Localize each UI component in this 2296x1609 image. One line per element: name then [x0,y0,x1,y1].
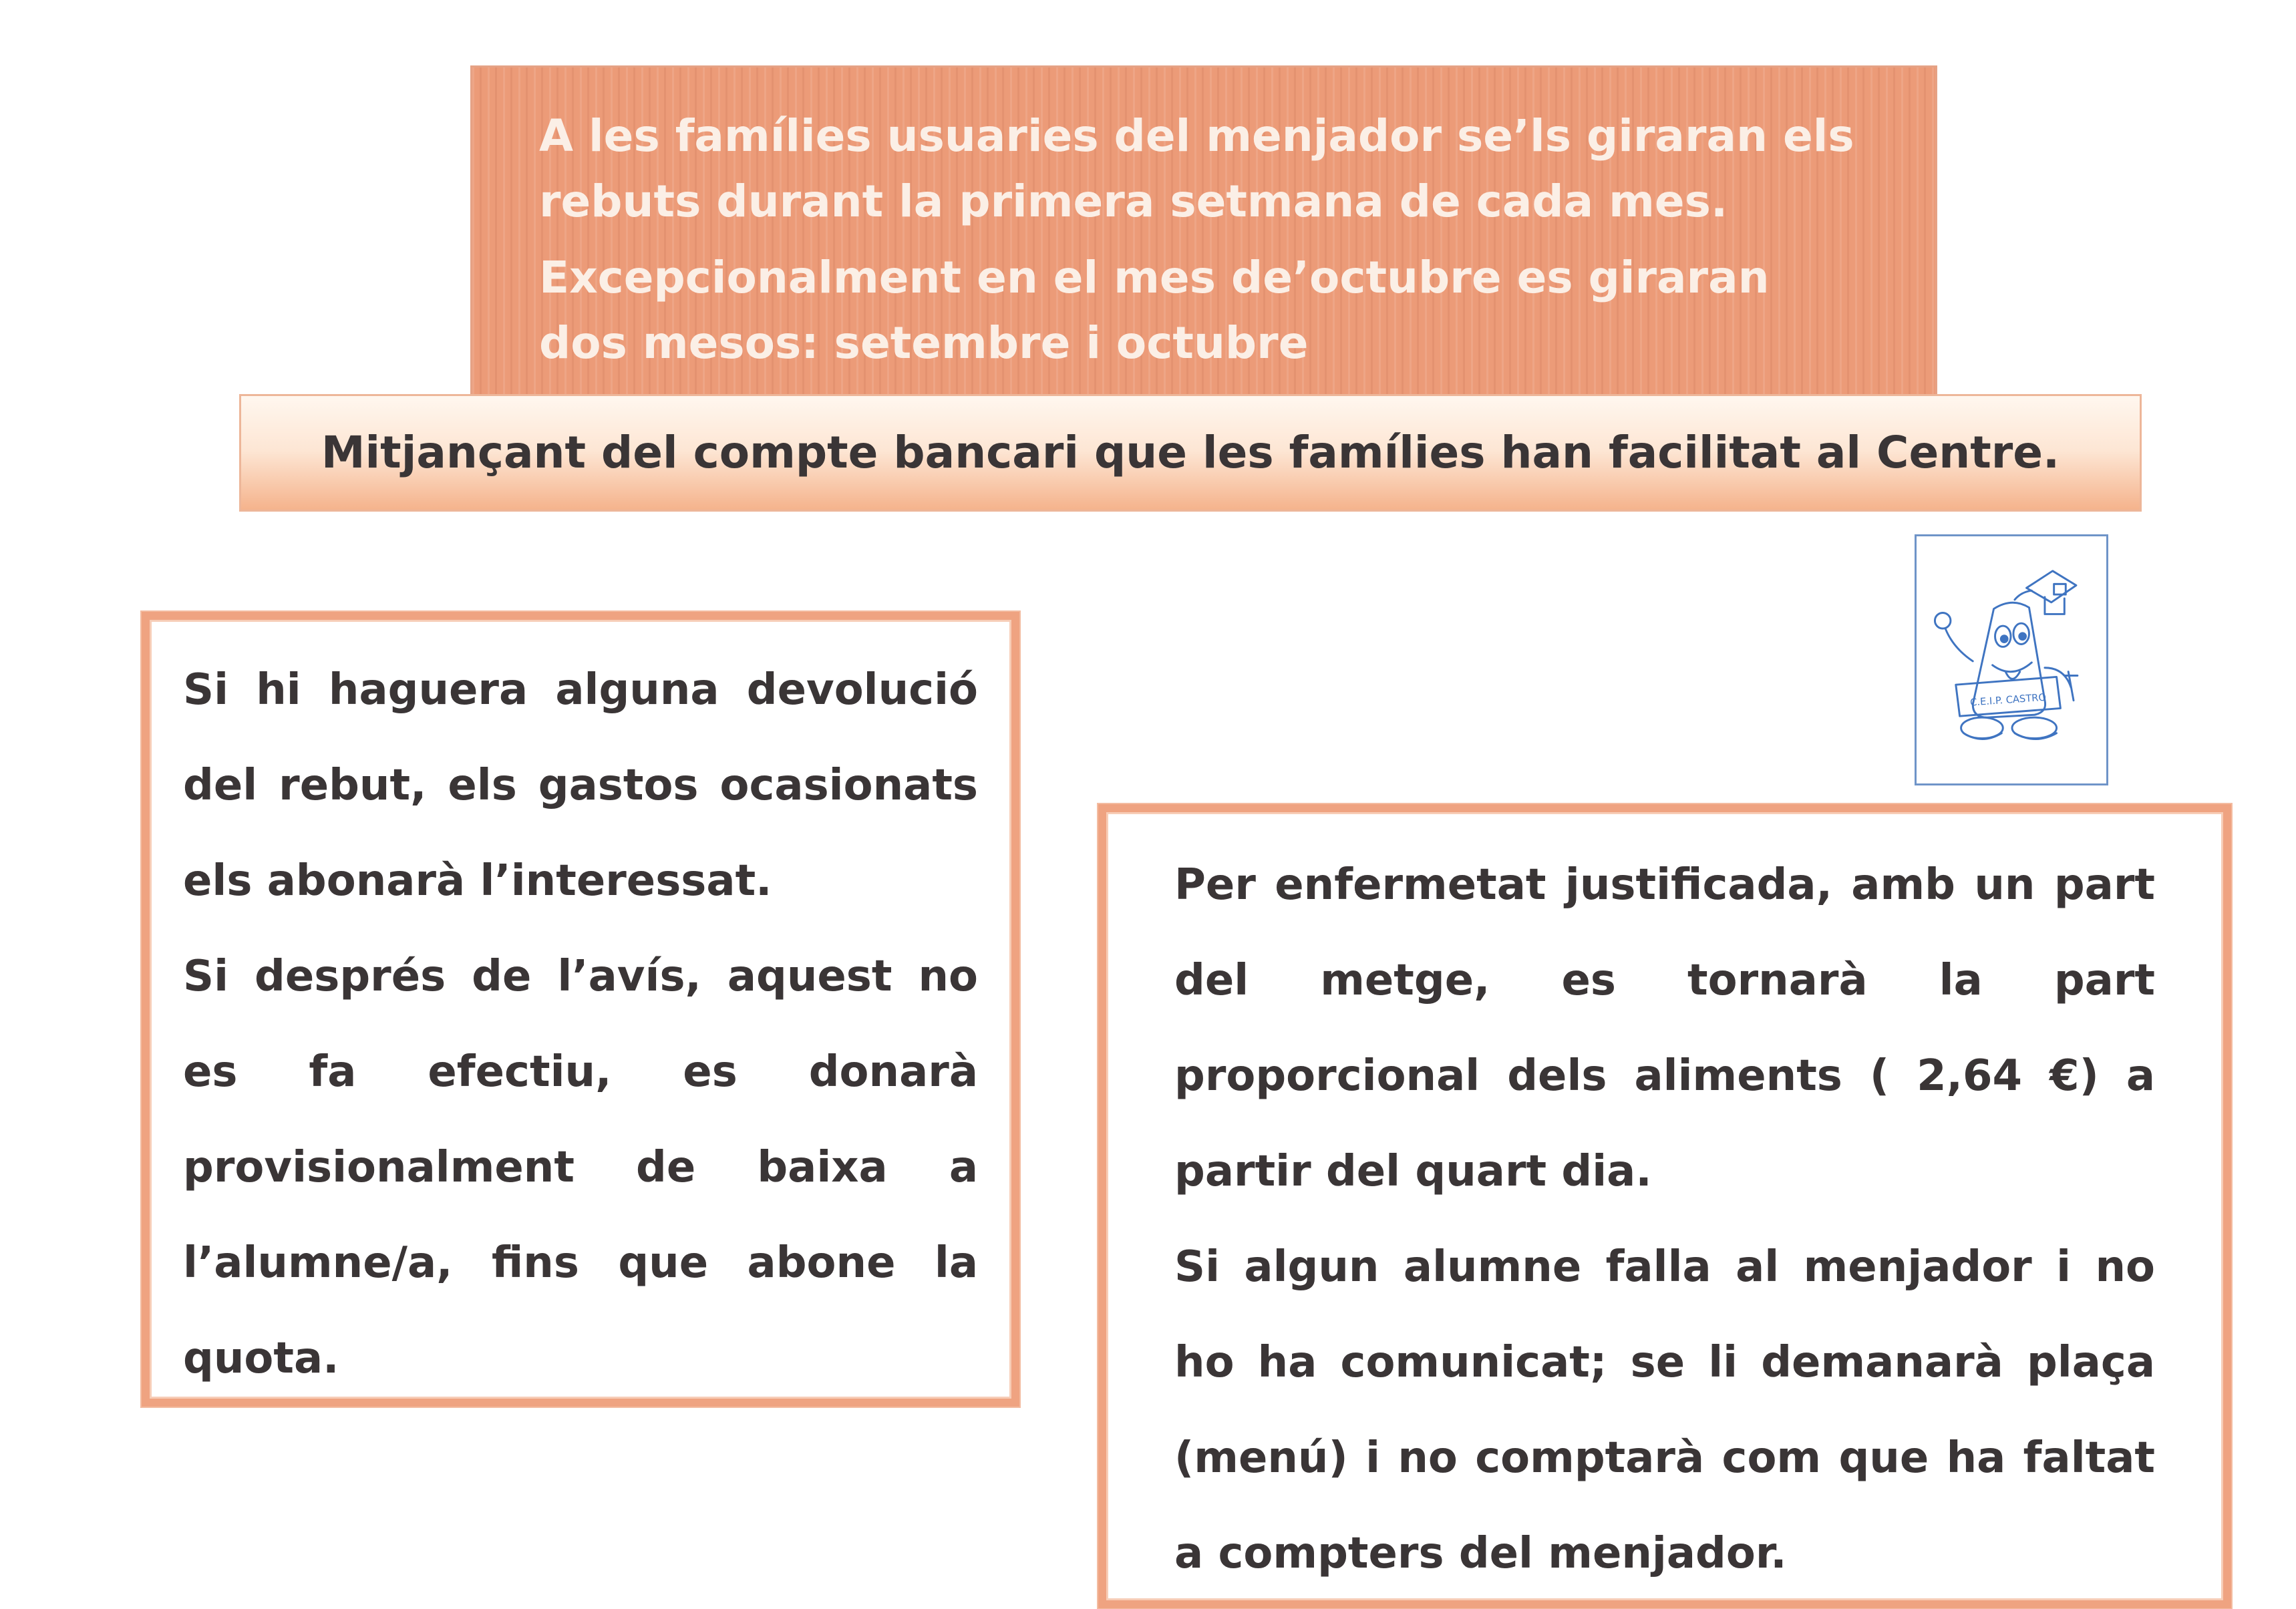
returned-receipt-panel [142,612,1019,1407]
logo-label: C.E.I.P. CASTRO [1969,691,2047,709]
absence-policy-paragraph: Si algun alumne falla al menjador i no ho ha comunicat; se li demanarà plaça (menú) i no comptarà com que ha faltat a compters del menjador. [1174,1242,2155,1578]
bank-account-text: Mitjançant del compte bancari que les famílies han facilitat al Centre. [321,427,2060,478]
top-banner [470,65,1937,403]
bank-account-strip [239,394,2142,512]
illness-refund-panel [1098,804,2231,1608]
returned-receipt-paragraph: Si hi haguera alguna devolució del rebut, els gastos ocasionats els abonarà l’interessat. [183,665,978,906]
banner-paragraph-october: Excepcionalment en el mes de’octubre es giraran dos mesos: setembre i octubre [539,252,1770,369]
illness-refund-paragraph: Per enfermetat justificada, amb un part del metge, es tornarà la part proporcional dels aliments ( 2,64 €) a partir del quart dia. [1174,860,2155,1196]
school-mascot-icon [1917,536,2106,783]
banner-paragraph-billing: A les famílies usuaries del menjador se’ls giraran els rebuts durant la primera setmana de cada mes. [539,110,1854,227]
school-logo [1915,534,2108,785]
provisional-removal-paragraph: Si després de l’avís, aquest no es fa efectiu, es donarà provisionalment de baixa a l’alumne/a, fins que abone la quota. [183,952,978,1383]
